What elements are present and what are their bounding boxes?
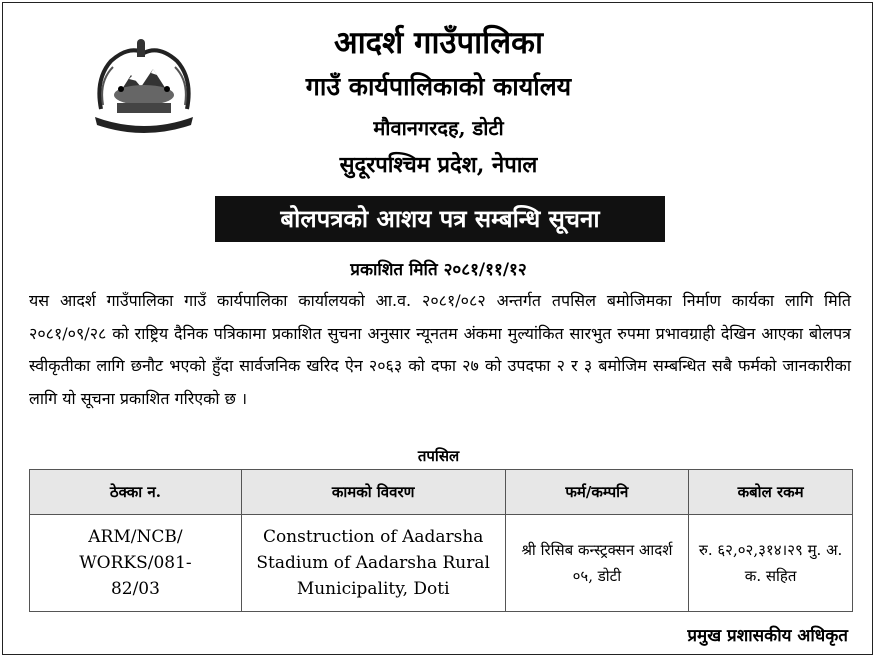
col-header-description: कामको विवरण (241, 470, 505, 515)
cell-amount: रु. ६२,०२,३१४।२९ मु. अ. क. सहित (689, 515, 853, 612)
org-name: आदर्श गाउँपालिका (333, 25, 543, 61)
table-row (30, 515, 853, 612)
office-address: मौवानगरदह, डोटी (373, 116, 504, 140)
col-header-contract-no: ठेक्का न. (30, 470, 242, 515)
office-name: गाउँ कार्यपालिकाको कार्यालय (305, 72, 572, 101)
notice-page (2, 2, 873, 655)
cell-contract-no: ARM/NCB/ WORKS/081-82/03 (30, 515, 242, 612)
notice-body: यस आदर्श गाउँपालिका गाउँ कार्यपालिका कार्यालयको आ.व. २०८१/०८२ अन्तर्गत तपसिल बमोजिमका निर्माण कार्यका लागि मिति २०८१/०९/२८ को राष्ट्रिय दैनिक पत्रिकामा प्रकाशित सुचना अनुसार न्यूनतम अंकमा मुल्यांकित सारभुत रुपमा प्रभावग्राही देखिन आएका बोलपत्र स्वीकृतीका लागि छनौट भएको हुँदा सार्वजनिक खरिद ऐन २०६३ को दफा २७ को उपदफा २ र ३ बमोजिम सम्बन्धित सबै फर्मको जानकारीका लागि यो सूचना प्रकाशित गरिएको छ । (29, 291, 851, 408)
table-title: तपसिल (417, 447, 460, 465)
details-table (29, 469, 853, 612)
col-header-amount: कबोल रकम (689, 470, 853, 515)
signature: प्रमुख प्रशासकीय अधिकृत (687, 626, 848, 646)
notice-title: बोलपत्रको आशय पत्र सम्बन्धि सूचना (215, 196, 665, 242)
col-header-firm: फर्म/कम्पनि (505, 470, 689, 515)
cell-firm: श्री रिसिब कन्स्ट्रक्सन आदर्श ०५, डोटी (505, 515, 689, 612)
cell-description: Construction of Aadarsha Stadium of Aadarsha Rural Municipality, Doti (241, 515, 505, 612)
table-header-row (30, 470, 853, 515)
publish-date: प्रकाशित मिति २०८१/११/१२ (350, 260, 527, 280)
province-name: सुदूरपश्चिम प्रदेश, नेपाल (339, 152, 538, 178)
